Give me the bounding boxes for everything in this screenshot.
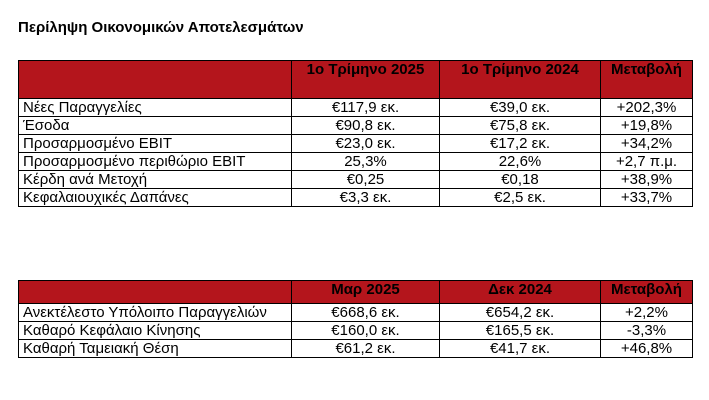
value-q1-2025: €90,8 εκ. bbox=[292, 117, 440, 135]
balance-items-table bbox=[18, 280, 693, 358]
value-change: +33,7% bbox=[601, 189, 693, 207]
page-title: Περίληψη Οικονομικών Αποτελεσμάτων bbox=[18, 19, 304, 36]
header-cell-dec-2024: Δεκ 2024 bbox=[440, 281, 601, 304]
table-row bbox=[19, 171, 693, 189]
value-change: +46,8% bbox=[601, 340, 693, 358]
value-q1-2025: €3,3 εκ. bbox=[292, 189, 440, 207]
value-q1-2025: €0,25 bbox=[292, 171, 440, 189]
value-change: +2,2% bbox=[601, 304, 693, 322]
table-row bbox=[19, 189, 693, 207]
table-row bbox=[19, 340, 693, 358]
value-dec-2024: €654,2 εκ. bbox=[440, 304, 601, 322]
value-change: +38,9% bbox=[601, 171, 693, 189]
table-row bbox=[19, 322, 693, 340]
header-cell-mar-2025: Μαρ 2025 bbox=[292, 281, 440, 304]
header-cell-empty bbox=[19, 281, 292, 304]
value-q1-2025: €117,9 εκ. bbox=[292, 99, 440, 117]
header-cell-change: Μεταβολή bbox=[601, 61, 693, 99]
value-mar-2025: €668,6 εκ. bbox=[292, 304, 440, 322]
value-q1-2024: €17,2 εκ. bbox=[440, 135, 601, 153]
value-change: -3,3% bbox=[601, 322, 693, 340]
value-q1-2024: €0,18 bbox=[440, 171, 601, 189]
value-change: +19,8% bbox=[601, 117, 693, 135]
row-label: Καθαρό Κεφάλαιο Κίνησης bbox=[19, 322, 292, 340]
value-change: +34,2% bbox=[601, 135, 693, 153]
row-label: Καθαρή Ταμειακή Θέση bbox=[19, 340, 292, 358]
value-q1-2024: €75,8 εκ. bbox=[440, 117, 601, 135]
header-cell-q1-2024: 1ο Τρίμηνο 2024 bbox=[440, 61, 601, 99]
row-label: Κέρδη ανά Μετοχή bbox=[19, 171, 292, 189]
header-cell-q1-2025: 1ο Τρίμηνο 2025 bbox=[292, 61, 440, 99]
row-label: Προσαρμοσμένο περιθώριο EBIT bbox=[19, 153, 292, 171]
value-mar-2025: €61,2 εκ. bbox=[292, 340, 440, 358]
value-q1-2024: 22,6% bbox=[440, 153, 601, 171]
quarterly-results-table bbox=[18, 60, 693, 207]
table-row bbox=[19, 99, 693, 117]
row-label: Έσοδα bbox=[19, 117, 292, 135]
row-label: Ανεκτέλεστο Υπόλοιπο Παραγγελιών bbox=[19, 304, 292, 322]
value-q1-2025: 25,3% bbox=[292, 153, 440, 171]
table-row bbox=[19, 135, 693, 153]
row-label: Κεφαλαιουχικές Δαπάνες bbox=[19, 189, 292, 207]
table-header-row bbox=[19, 281, 693, 304]
value-dec-2024: €165,5 εκ. bbox=[440, 322, 601, 340]
value-change: +2,7 π.μ. bbox=[601, 153, 693, 171]
value-mar-2025: €160,0 εκ. bbox=[292, 322, 440, 340]
header-cell-empty bbox=[19, 61, 292, 99]
value-change: +202,3% bbox=[601, 99, 693, 117]
value-q1-2025: €23,0 εκ. bbox=[292, 135, 440, 153]
row-label: Προσαρμοσμένο EBIT bbox=[19, 135, 292, 153]
table-row bbox=[19, 117, 693, 135]
value-q1-2024: €2,5 εκ. bbox=[440, 189, 601, 207]
row-label: Νέες Παραγγελίες bbox=[19, 99, 292, 117]
value-q1-2024: €39,0 εκ. bbox=[440, 99, 601, 117]
header-cell-change: Μεταβολή bbox=[601, 281, 693, 304]
table-row bbox=[19, 304, 693, 322]
table-header-row bbox=[19, 61, 693, 99]
table-row bbox=[19, 153, 693, 171]
value-dec-2024: €41,7 εκ. bbox=[440, 340, 601, 358]
